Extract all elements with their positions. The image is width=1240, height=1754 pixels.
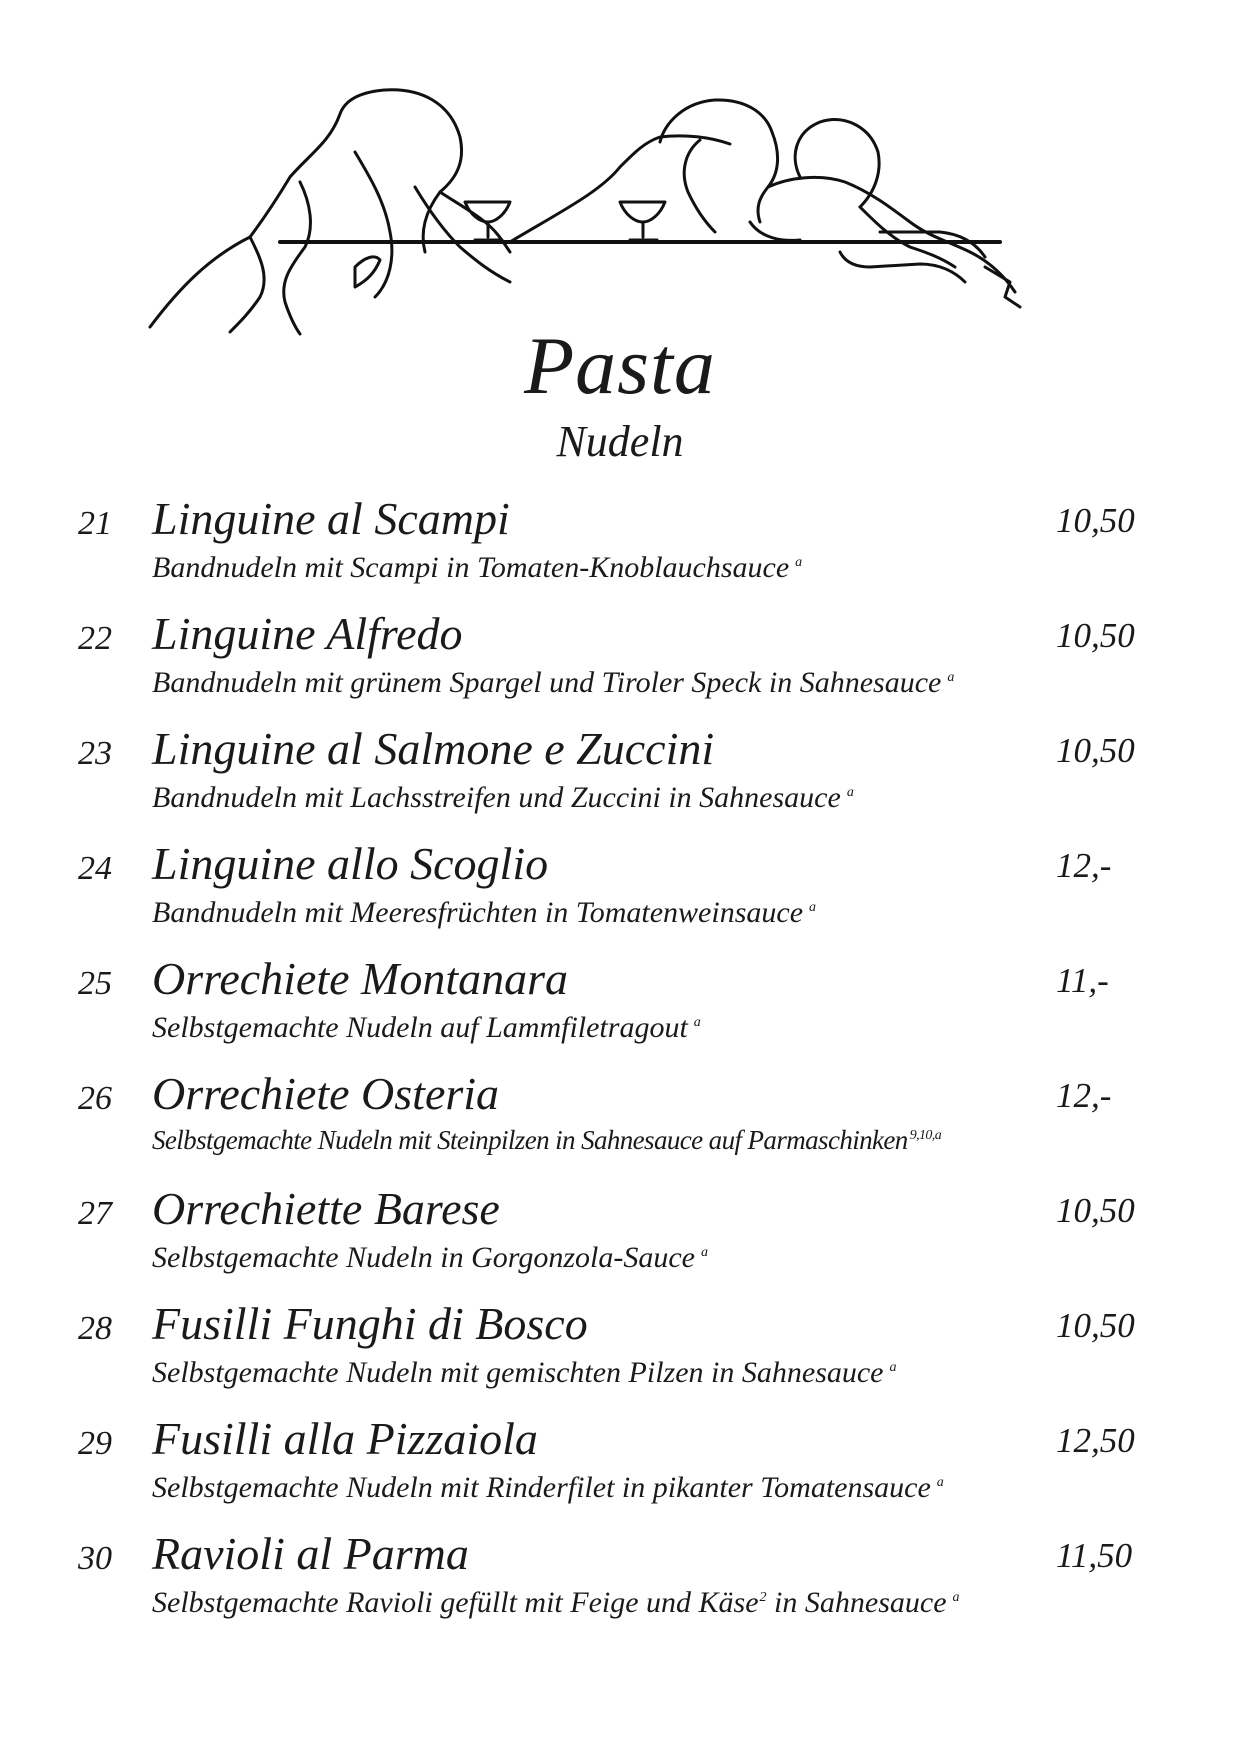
item-price: 10,50 — [1056, 501, 1135, 540]
item-allergen-note: a — [952, 1590, 960, 1605]
item-description-text-after: in Sahnesauce — [766, 1586, 947, 1619]
item-name: Orrechiete Montanara — [152, 953, 569, 1004]
menu-item — [0, 1300, 1240, 1415]
menu-item — [0, 1070, 1240, 1185]
menu-item — [0, 495, 1240, 610]
menu-item — [0, 1530, 1240, 1645]
item-price: 11,50 — [1056, 1536, 1133, 1575]
item-description — [152, 1586, 960, 1619]
item-description — [152, 666, 954, 699]
item-number: 25 — [78, 965, 112, 1002]
item-description-text: Bandnudeln mit grünem Spargel und Tiroler Speck in Sahnesauce — [152, 666, 942, 699]
item-name: Linguine al Salmone e Zuccini — [152, 723, 715, 774]
item-price: 10,50 — [1056, 616, 1135, 655]
item-number: 24 — [78, 850, 112, 887]
item-price: 10,50 — [1056, 1306, 1135, 1345]
item-allergen-note: a — [947, 670, 955, 685]
menu-item — [0, 955, 1240, 1070]
item-price: 11,- — [1056, 961, 1109, 1000]
menu-item — [0, 1185, 1240, 1300]
item-description-text: Selbstgemachte Ravioli gefüllt mit Feige und Käse — [152, 1586, 759, 1619]
item-description-text: Selbstgemachte Nudeln in Gorgonzola-Sauce — [152, 1241, 695, 1274]
menu-item — [0, 1415, 1240, 1530]
item-description-text: Bandnudeln mit Lachsstreifen und Zuccini in Sahnesauce — [152, 781, 841, 814]
menu-title: Pasta — [524, 320, 716, 411]
item-number: 22 — [78, 620, 112, 657]
item-allergen-note: 9,10,a — [909, 1128, 942, 1143]
item-allergen-note: a — [795, 555, 803, 570]
item-name: Orrechiete Osteria — [152, 1068, 500, 1119]
item-number: 26 — [78, 1080, 112, 1117]
item-description-text: Bandnudeln mit Scampi in Tomaten-Knoblauchsauce — [152, 551, 790, 584]
item-number: 21 — [78, 505, 112, 542]
menu-item — [0, 725, 1240, 840]
item-number: 23 — [78, 735, 112, 772]
item-number: 28 — [78, 1310, 112, 1347]
item-name: Orrechiette Barese — [152, 1183, 500, 1234]
dining-couple-illustration — [140, 82, 1140, 337]
item-description — [152, 896, 816, 929]
item-description-text: Selbstgemachte Nudeln mit gemischten Pilzen in Sahnesauce — [152, 1356, 884, 1389]
item-name: Linguine al Scampi — [152, 493, 510, 544]
item-description-text: Selbstgemachte Nudeln mit Rinderfilet in pikanter Tomatensauce — [152, 1471, 931, 1504]
pasta-menu-list — [0, 495, 1240, 1645]
item-number: 29 — [78, 1425, 112, 1462]
item-description — [152, 1241, 708, 1274]
item-description-text: Selbstgemachte Nudeln auf Lammfiletragout — [152, 1011, 688, 1044]
item-description — [152, 1126, 941, 1156]
item-description — [152, 781, 854, 814]
item-allergen-note: a — [809, 900, 817, 915]
item-description-text: Selbstgemachte Nudeln mit Steinpilzen in Sahnesauce auf Parmaschinken — [152, 1125, 908, 1155]
item-name: Fusilli alla Pizzaiola — [152, 1413, 538, 1464]
item-description — [152, 551, 802, 584]
item-number: 30 — [78, 1540, 112, 1577]
item-price: 10,50 — [1056, 731, 1135, 770]
item-price: 12,50 — [1056, 1421, 1135, 1460]
item-price: 12,- — [1056, 846, 1112, 885]
item-description — [152, 1011, 701, 1044]
menu-item — [0, 840, 1240, 955]
item-description-text: Bandnudeln mit Meeresfrüchten in Tomatenweinsauce — [152, 896, 804, 929]
item-description — [152, 1356, 897, 1389]
item-name: Linguine allo Scoglio — [152, 838, 549, 889]
item-price: 10,50 — [1056, 1191, 1135, 1230]
item-name: Ravioli al Parma — [152, 1528, 469, 1579]
item-allergen-note: a — [693, 1015, 701, 1030]
item-allergen-note: a — [936, 1475, 944, 1490]
item-name: Linguine Alfredo — [152, 608, 463, 659]
item-price: 12,- — [1056, 1076, 1112, 1115]
item-number: 27 — [78, 1195, 112, 1232]
menu-item — [0, 610, 1240, 725]
menu-subtitle: Nudeln — [556, 417, 684, 466]
item-name: Fusilli Funghi di Bosco — [152, 1298, 588, 1349]
item-description — [152, 1471, 944, 1504]
item-allergen-note: a — [889, 1360, 897, 1375]
item-allergen-note: a — [846, 785, 854, 800]
item-allergen-note: a — [700, 1245, 708, 1260]
item-inline-note: 2 — [759, 1590, 767, 1605]
